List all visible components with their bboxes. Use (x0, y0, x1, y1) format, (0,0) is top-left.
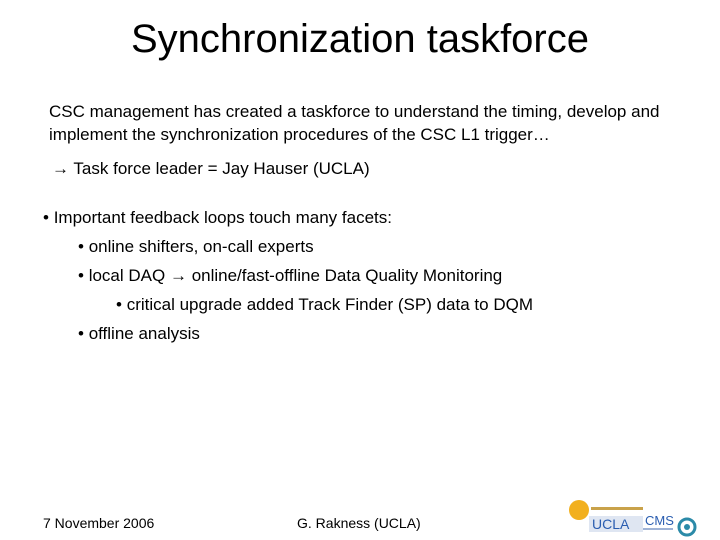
sub-bullet-2 (78, 264, 502, 287)
logo-banner (591, 507, 643, 510)
leader-text: Task force leader = Jay Hauser (UCLA) (73, 159, 370, 178)
sub-bullet-2-part1: local DAQ (88, 266, 166, 285)
logo-underline (643, 528, 673, 530)
footer-date: 7 November 2006 (43, 515, 155, 531)
ucla-cms-logo-icon (567, 498, 697, 538)
slide-title: Synchronization taskforce (130, 17, 589, 61)
sub-bullet-3 (78, 322, 200, 345)
cms-core-icon (684, 524, 690, 530)
intro-line-1: CSC management has created a taskforce to understand the timing, develop and (49, 102, 660, 121)
logo-ucla-text: UCLA (592, 516, 630, 532)
sub-sub-bullet-text: critical upgrade added Track Finder (SP) data to DQM (126, 295, 533, 314)
sub-bullet-1 (78, 235, 314, 258)
sub-sub-bullet (116, 293, 533, 316)
intro-paragraph (49, 100, 659, 146)
sub-bullet-2-part2: online/fast-offline Data Quality Monitoring (191, 266, 503, 285)
arrow-icon: → (52, 159, 69, 178)
intro-line-2: implement the synchronization procedures of the CSC L1 trigger… (49, 125, 550, 144)
logo-cms-text: CMS (645, 513, 674, 528)
seal-icon (569, 500, 589, 520)
bullet-icon: • (43, 208, 49, 227)
bullet-icon: • (78, 237, 84, 256)
bullet-icon: • (78, 266, 84, 285)
arrow-icon: → (169, 266, 187, 285)
main-bullet (43, 206, 392, 229)
sub-bullet-1-text: online shifters, on-call experts (88, 237, 314, 256)
leader-line (52, 157, 370, 180)
bullet-icon: • (78, 324, 84, 343)
footer-author: G. Rakness (UCLA) (297, 515, 421, 531)
bullet-icon: • (116, 295, 122, 314)
main-bullet-text: Important feedback loops touch many facets: (53, 208, 392, 227)
sub-bullet-3-text: offline analysis (88, 324, 200, 343)
